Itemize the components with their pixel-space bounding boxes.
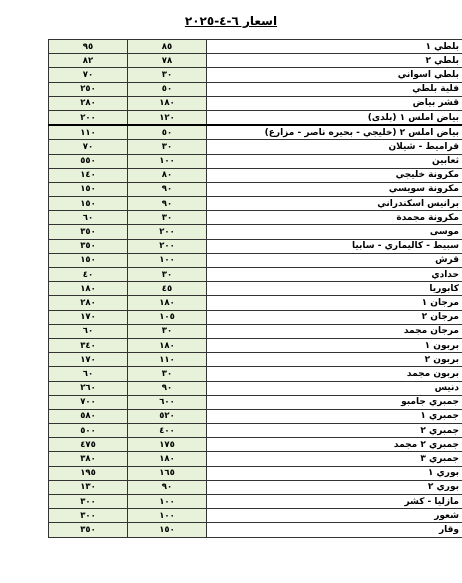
- table-row: [49, 40, 462, 54]
- item-name: مكرونة مجمدة: [207, 211, 462, 225]
- table-row: [49, 381, 462, 395]
- min-price: ٩٠: [128, 480, 207, 494]
- item-name: قشر بياض: [207, 96, 462, 110]
- max-price: ١٥٠: [49, 197, 128, 211]
- max-price: ٥٠٠: [49, 424, 128, 438]
- table-row: [49, 438, 462, 452]
- table-row: [49, 310, 462, 324]
- min-price: ٩٠: [128, 182, 207, 196]
- min-price: ٣٠: [128, 324, 207, 338]
- item-name: سبيط - كاليماري - سابيا: [207, 239, 462, 253]
- max-price: ٣٥٠: [49, 523, 128, 537]
- min-price: ٣٠: [128, 68, 207, 82]
- max-price: ١٤٠: [49, 168, 128, 182]
- table-row: [49, 409, 462, 423]
- min-price: ١٦٥: [128, 466, 207, 480]
- item-name: بلطي ٢: [207, 54, 462, 68]
- min-price: ١٠٠: [128, 154, 207, 168]
- max-price: ٨٢: [49, 54, 128, 68]
- table-row: [49, 495, 462, 509]
- table-row: [49, 282, 462, 296]
- max-price: ٣٠٠: [49, 495, 128, 509]
- item-name: قرش: [207, 253, 462, 267]
- max-price: ٣٨٠: [49, 452, 128, 466]
- table-row: [49, 452, 462, 466]
- min-price: ٣٠: [128, 140, 207, 154]
- table-row: [49, 68, 462, 82]
- item-name: مرجان ١: [207, 296, 462, 310]
- table-row: [49, 110, 462, 125]
- item-name: دنيس: [207, 381, 462, 395]
- table-row: [49, 480, 462, 494]
- min-price: ٨٠: [128, 168, 207, 182]
- max-price: ١١٠: [49, 125, 128, 140]
- table-row: [49, 154, 462, 168]
- table-row: [49, 395, 462, 409]
- item-name: بربون مجمد: [207, 367, 462, 381]
- item-name: برانيس اسكندراني: [207, 197, 462, 211]
- item-name: موسى: [207, 225, 462, 239]
- item-name: جمبري ٣: [207, 452, 462, 466]
- max-price: ١٥٠: [49, 182, 128, 196]
- min-price: ٥٠: [128, 82, 207, 96]
- table-row: [49, 211, 462, 225]
- table-row: [49, 338, 462, 352]
- item-name: شعور: [207, 509, 462, 523]
- table-row: [49, 296, 462, 310]
- item-name: مرجان مجمد: [207, 324, 462, 338]
- item-name: فلية بلطي: [207, 82, 462, 96]
- max-price: ٦٠: [49, 211, 128, 225]
- max-price: ١٧٠: [49, 353, 128, 367]
- item-name: حدادي: [207, 268, 462, 282]
- item-name: جمبري جامبو: [207, 395, 462, 409]
- table-row: [49, 353, 462, 367]
- item-name: جمبري ٢: [207, 424, 462, 438]
- max-price: ٤٠: [49, 268, 128, 282]
- item-name: وقار: [207, 523, 462, 537]
- max-price: ٥٥٠: [49, 154, 128, 168]
- item-name: بوري ٢: [207, 480, 462, 494]
- item-name: بربون ١: [207, 338, 462, 352]
- table-row: [49, 466, 462, 480]
- min-price: ١٧٥: [128, 438, 207, 452]
- item-name: قراميط - شيلان: [207, 140, 462, 154]
- min-price: ١٨٠: [128, 338, 207, 352]
- min-price: ٨٥: [128, 40, 207, 54]
- max-price: ٢٠٠: [49, 110, 128, 125]
- max-price: ٣٠٠: [49, 509, 128, 523]
- table-row: [49, 82, 462, 96]
- table-row: [49, 268, 462, 282]
- max-price: ١٩٥: [49, 466, 128, 480]
- max-price: ٣٤٠: [49, 338, 128, 352]
- table-row: [49, 182, 462, 196]
- max-price: ٥٨٠: [49, 409, 128, 423]
- min-price: ١٠٥: [128, 310, 207, 324]
- min-price: ١٥٠: [128, 523, 207, 537]
- max-price: ٢٨٠: [49, 296, 128, 310]
- min-price: ٩٠: [128, 381, 207, 395]
- min-price: ١١٠: [128, 353, 207, 367]
- max-price: ١٥٠: [49, 253, 128, 267]
- max-price: ٧٠٠: [49, 395, 128, 409]
- min-price: ٦٠٠: [128, 395, 207, 409]
- page-title: اسعار ٦-٤-٢٠٢٥: [184, 14, 278, 28]
- item-name: جمبري ١: [207, 409, 462, 423]
- table-row: [49, 239, 462, 253]
- item-name: كابوريا: [207, 282, 462, 296]
- item-name: بوري ١: [207, 466, 462, 480]
- table-row: [49, 509, 462, 523]
- max-price: ٣٥٠: [49, 239, 128, 253]
- max-price: ٢٨٠: [49, 96, 128, 110]
- max-price: ٢٥٠: [49, 82, 128, 96]
- table-row: [49, 424, 462, 438]
- max-price: ٧٠: [49, 140, 128, 154]
- max-price: ٣٥٠: [49, 225, 128, 239]
- table-row: [49, 367, 462, 381]
- min-price: ٢٠٠: [128, 239, 207, 253]
- min-price: ٤٠٠: [128, 424, 207, 438]
- min-price: ١٠٠: [128, 509, 207, 523]
- item-name: بياض املس ٢ (خليجي - بحيره ناصر - مزارع): [207, 125, 462, 140]
- max-price: ٩٥: [49, 40, 128, 54]
- table-row: [49, 523, 462, 537]
- max-price: ١٣٠: [49, 480, 128, 494]
- table-row: [49, 168, 462, 182]
- min-price: ١٨٠: [128, 296, 207, 310]
- item-name: مكرونة خليجي: [207, 168, 462, 182]
- max-price: ٤٧٥: [49, 438, 128, 452]
- min-price: ١٨٠: [128, 452, 207, 466]
- min-price: ٥٢٠: [128, 409, 207, 423]
- item-name: جمبري ٢ مجمد: [207, 438, 462, 452]
- table-row: [49, 54, 462, 68]
- min-price: ٣٠: [128, 367, 207, 381]
- table-row: [49, 140, 462, 154]
- max-price: ١٧٠: [49, 310, 128, 324]
- min-price: ٣٠: [128, 211, 207, 225]
- min-price: ٤٥: [128, 282, 207, 296]
- item-name: مازليا - كشر: [207, 495, 462, 509]
- min-price: ١٠٠: [128, 253, 207, 267]
- max-price: ٦٠: [49, 324, 128, 338]
- item-name: ثعابين: [207, 154, 462, 168]
- min-price: ١٠٠: [128, 495, 207, 509]
- max-price: ٢٦٠: [49, 381, 128, 395]
- table-row: [49, 324, 462, 338]
- item-name: بياض املس ١ (بلدى): [207, 110, 462, 125]
- item-name: مكرونة سويسي: [207, 182, 462, 196]
- max-price: ١٨٠: [49, 282, 128, 296]
- min-price: ٧٨: [128, 54, 207, 68]
- max-price: ٧٠: [49, 68, 128, 82]
- item-name: بلطي ١: [207, 40, 462, 54]
- min-price: ١٨٠: [128, 96, 207, 110]
- min-price: ٢٠٠: [128, 225, 207, 239]
- max-price: ٦٠: [49, 367, 128, 381]
- min-price: ٥٠: [128, 125, 207, 140]
- item-name: بلطي اسواني: [207, 68, 462, 82]
- table-row: [49, 253, 462, 267]
- item-name: بربون ٢: [207, 353, 462, 367]
- item-name: مرجان ٢: [207, 310, 462, 324]
- table-row: [49, 96, 462, 110]
- min-price: ٣٠: [128, 268, 207, 282]
- table-row: [49, 197, 462, 211]
- min-price: ٩٠: [128, 197, 207, 211]
- table-row: [49, 125, 462, 140]
- min-price: ١٢٠: [128, 110, 207, 125]
- price-table: [48, 39, 462, 538]
- table-row: [49, 225, 462, 239]
